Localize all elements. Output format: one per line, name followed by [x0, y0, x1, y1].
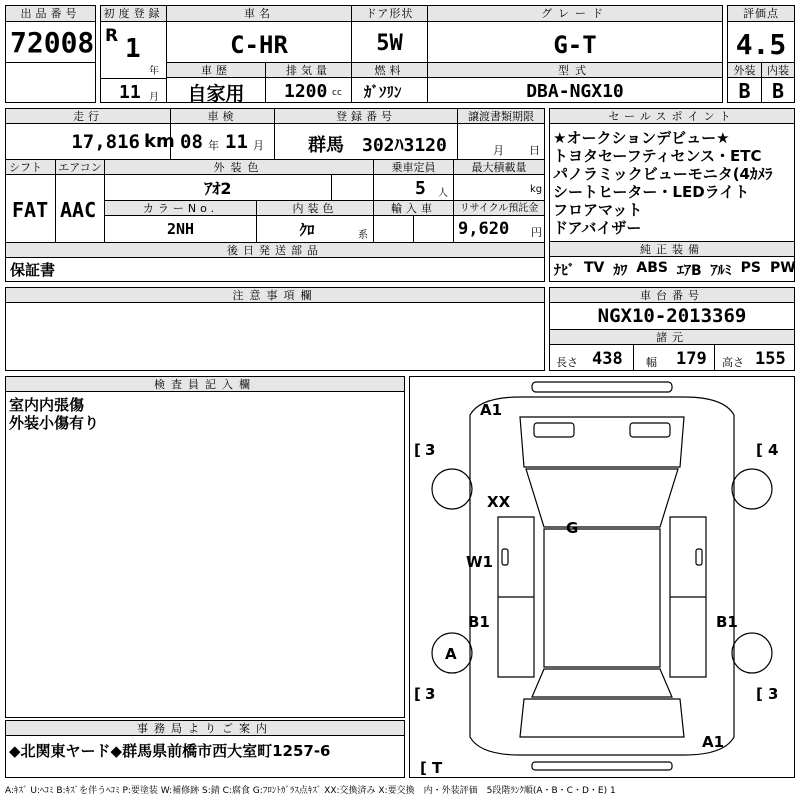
- windshield-shape: [526, 469, 678, 527]
- specs-label: 諸元: [550, 330, 794, 345]
- vehicle-info-block: [5, 108, 545, 282]
- sales-point-line: シートヒーター・LEDライト: [553, 183, 750, 201]
- recycle-unit: 円: [531, 226, 542, 239]
- mark-xx: XX: [487, 493, 511, 511]
- bracket-left-top: [: [414, 441, 421, 459]
- inspector-label: 検査員記入欄: [6, 377, 404, 392]
- interior-color-value: ｸﾛ: [299, 221, 315, 239]
- exterior-score-label: 外装: [728, 63, 761, 78]
- width-value: 179: [676, 349, 707, 369]
- first-registration-month: 11: [119, 82, 141, 103]
- score-cell: [727, 5, 795, 63]
- shift-value: FAT: [12, 198, 49, 222]
- inspector-line: 外装小傷有り: [9, 414, 100, 432]
- sales-point-line: フロアマット: [553, 201, 643, 219]
- grade-cell: [427, 5, 723, 63]
- exterior-score-cell: [727, 62, 762, 103]
- fuel-label: 燃料: [352, 63, 427, 78]
- inspection-month-unit: 月: [253, 139, 264, 152]
- transfer-month-unit: 月: [493, 144, 504, 157]
- chassis-box: [549, 287, 795, 371]
- interior-color-unit: 系: [358, 230, 368, 241]
- car-outline: [470, 397, 734, 755]
- history-label: 車歴: [167, 63, 265, 78]
- roof-shape: [544, 529, 660, 667]
- mark-g: G: [566, 519, 579, 537]
- inspection-year: 08: [180, 131, 203, 153]
- exterior-color-label: 外装色: [105, 160, 373, 175]
- lot-number-cell: [5, 5, 96, 63]
- mirror-left: [502, 549, 508, 565]
- shift-label: シフト: [6, 160, 55, 175]
- mark-bl-top-right: 4: [768, 441, 779, 459]
- month-unit: 月: [149, 92, 159, 103]
- car-diagram: [410, 377, 794, 777]
- mark-a1-bottom: A1: [702, 733, 725, 751]
- transfer-day-unit: 日: [529, 144, 540, 157]
- length-value: 438: [592, 349, 623, 369]
- max-load-label: 最大積載量: [454, 160, 544, 175]
- notes-box: [5, 287, 545, 371]
- bracket-left-bottom: [: [414, 685, 421, 703]
- legend-text: A:ｷｽﾞ U:ﾍｺﾐ B:ｷｽﾞを伴うﾍｺﾐ P:要塗装 W:補修跡 S:錆 C:腐食 G:ﾌﾛﾝﾄｶﾞﾗｽ点ｷｽﾞ XX:交換済み X:要交換 内・外装評価 5段階ﾗﾝｸ順(A・B・C・D・E) 1: [5, 786, 616, 796]
- equipment-item: PW: [770, 260, 796, 276]
- interior-color-label: 内装色: [257, 201, 373, 216]
- aircon-label: エアコン: [56, 160, 104, 175]
- notes-label: 注意事項欄: [6, 288, 544, 303]
- first-registration-year: 1: [125, 34, 141, 64]
- interior-score-value: B: [771, 79, 785, 103]
- front-bumper-shape: [532, 382, 672, 392]
- era: R: [105, 26, 119, 46]
- lot-number-value: 72008: [10, 26, 95, 59]
- mileage-unit: km: [144, 131, 175, 152]
- later-parts-value: 保証書: [10, 261, 56, 279]
- import-label: 輸入車: [374, 201, 453, 216]
- exterior-score-value: B: [738, 79, 751, 103]
- mileage-value: 17,816: [71, 131, 140, 153]
- capacity-value: 5: [415, 178, 426, 199]
- mark-bl-top-left: 3: [425, 441, 436, 459]
- sales-points-label: セールスポイント: [550, 109, 794, 124]
- equipment-label: 純正装備: [550, 242, 794, 257]
- first-registration-label: 初度登録: [101, 6, 166, 22]
- door-value: 5W: [376, 31, 403, 56]
- sales-point-line: パノラミックビューモニタ(4ｶﾒﾗ: [553, 165, 773, 183]
- inspection-label: 車検: [171, 109, 274, 124]
- mark-b1-left: B1: [468, 613, 490, 631]
- inspector-line: 室内内張傷: [9, 396, 85, 414]
- color-no-label: カラーNo.: [105, 201, 256, 216]
- fuel-value: ｶﾞｿﾘﾝ: [364, 83, 402, 101]
- inspector-box: [5, 376, 405, 718]
- interior-score-label: 内装: [762, 63, 794, 78]
- capacity-label: 乗車定員: [374, 160, 453, 175]
- equipment-box: [549, 241, 795, 282]
- mark-bl-bot-right: 3: [768, 685, 779, 703]
- model-label: 型式: [428, 63, 722, 78]
- transfer-deadline-label: 譲渡書類期限: [458, 109, 544, 124]
- sales-points-box: [549, 108, 795, 242]
- equipment-item: ｶﾜ: [613, 263, 628, 279]
- car-name-value: C-HR: [230, 31, 288, 59]
- mark-w1: W1: [466, 553, 493, 571]
- equipment-item: ｱﾙﾐ: [710, 263, 732, 279]
- displacement-value: 1200: [284, 81, 328, 102]
- later-parts-label: 後日発送部品: [6, 243, 544, 258]
- office-value: ◆北関東ヤード◆群馬県前橋市西大室町1257-6: [9, 742, 331, 760]
- wheel-rear-right: [732, 633, 772, 673]
- recycle-value: 9,620: [458, 219, 510, 239]
- model-cell: [427, 62, 723, 103]
- score-value: 4.5: [735, 28, 787, 61]
- mark-bl-bot-left: 3: [425, 685, 436, 703]
- exterior-color-value: ｱｵ2: [204, 179, 232, 198]
- equipment-list: [554, 260, 794, 280]
- rear-bumper-shape: [532, 762, 672, 770]
- grade-value: G-T: [553, 31, 597, 59]
- office-box: [5, 720, 405, 778]
- displacement-cell: [265, 62, 352, 103]
- chassis-label: 車台番号: [550, 288, 794, 303]
- registration-label: 登録番号: [275, 109, 457, 124]
- equipment-item: ﾅﾋﾞ: [554, 263, 575, 279]
- lot-number-lower: [5, 62, 96, 103]
- first-registration-cell: [100, 5, 167, 103]
- mark-b1-right: B1: [716, 613, 738, 631]
- grade-label: グレード: [428, 6, 722, 22]
- rear-glass-shape: [532, 669, 672, 697]
- equipment-item: ABS: [636, 260, 668, 276]
- sales-point-line: トヨタセーフティセンス・ETC: [553, 147, 762, 165]
- bracket-right-top: [: [756, 441, 763, 459]
- door-label: ドア形状: [352, 6, 427, 22]
- wheel-front-right: [732, 469, 772, 509]
- interior-score-cell: [761, 62, 795, 103]
- width-label: 幅: [646, 356, 657, 369]
- aircon-value: AAC: [60, 198, 97, 222]
- mark-t: T: [432, 759, 443, 777]
- displacement-unit: cc: [332, 88, 342, 98]
- door-cell: [351, 5, 428, 63]
- mileage-label: 走行: [6, 109, 170, 124]
- inspection-month: 11: [225, 131, 248, 153]
- mark-a1-top: A1: [480, 401, 503, 419]
- registration-value: 群馬 302ﾊ3120: [308, 135, 447, 156]
- recycle-label: リサイクル預託金: [454, 201, 544, 216]
- sales-point-line: ドアバイザー: [553, 219, 642, 237]
- mark-a-wheel: A: [445, 645, 457, 663]
- car-name-label: 車名: [167, 6, 351, 22]
- score-label: 評価点: [728, 6, 794, 22]
- bracket-bottom: [: [420, 759, 427, 777]
- trunk-shape: [520, 699, 684, 737]
- hood-shape: [520, 417, 684, 467]
- history-cell: [166, 62, 266, 103]
- chassis-value: NGX10-2013369: [597, 305, 747, 327]
- wheel-front-left: [432, 469, 472, 509]
- sales-point-line: ★オークションデビュー★: [553, 129, 730, 147]
- capacity-unit: 人: [438, 188, 448, 199]
- history-value: 自家用: [187, 83, 245, 105]
- year-unit: 年: [149, 66, 159, 77]
- equipment-item: PS: [740, 260, 761, 276]
- equipment-item: TV: [584, 260, 605, 276]
- equipment-item: ｴｱB: [676, 263, 702, 279]
- bracket-right-bottom: [: [756, 685, 763, 703]
- car-diagram-box: [409, 376, 795, 778]
- fuel-cell: [351, 62, 428, 103]
- color-no-value: 2NH: [166, 220, 195, 238]
- lot-number-label: 出品番号: [6, 6, 95, 22]
- mirror-right: [696, 549, 702, 565]
- length-label: 長さ: [556, 356, 578, 369]
- displacement-label: 排気量: [266, 63, 351, 78]
- office-label: 事務局よりご案内: [6, 721, 404, 736]
- height-label: 高さ: [722, 356, 744, 369]
- car-name-cell: [166, 5, 352, 63]
- max-load-unit: kg: [530, 184, 543, 195]
- inspection-year-unit: 年: [208, 139, 219, 152]
- model-value: DBA-NGX10: [526, 81, 624, 102]
- height-value: 155: [755, 349, 786, 369]
- sales-points-list: [553, 129, 793, 237]
